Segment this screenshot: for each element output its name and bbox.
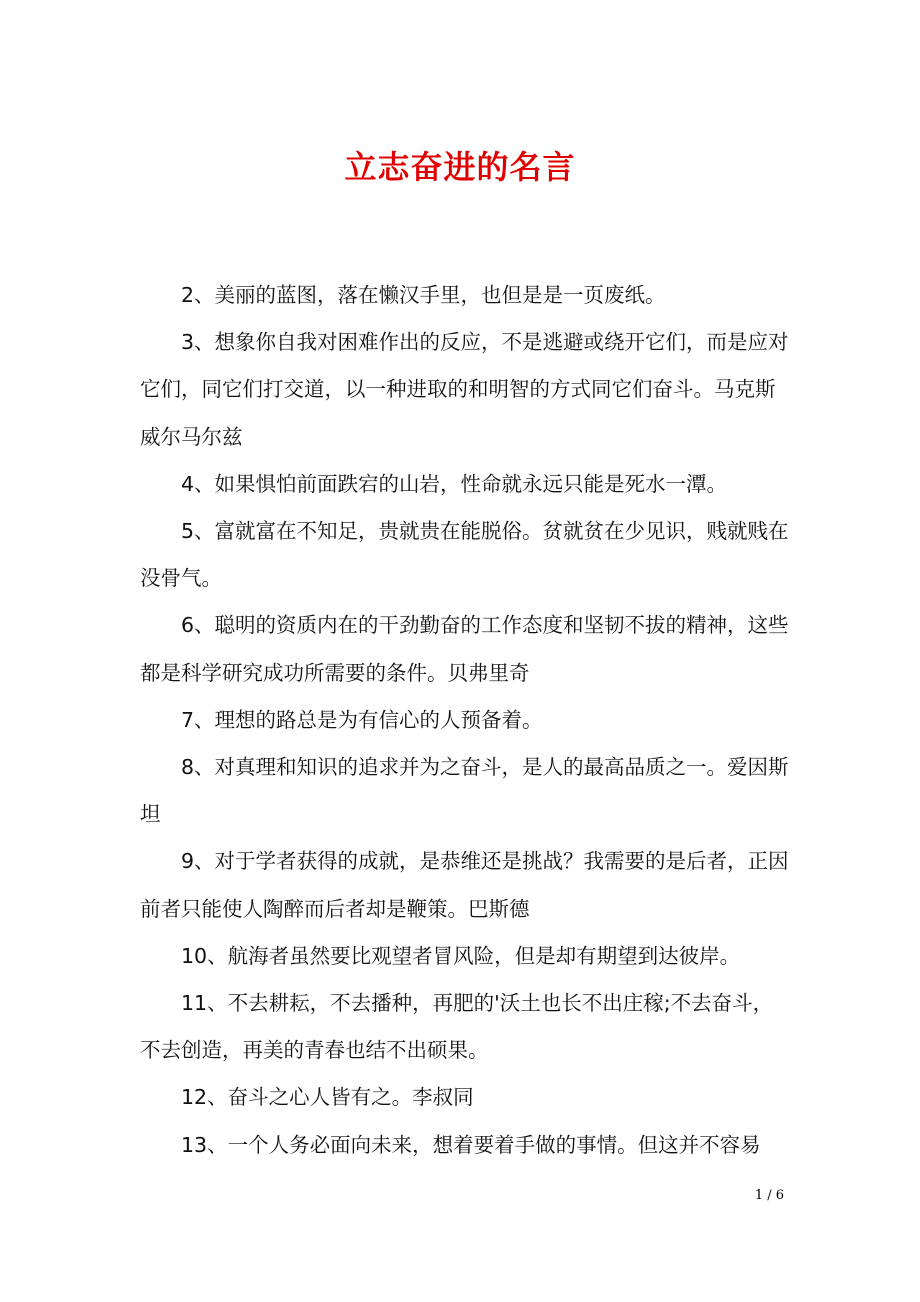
quote-paragraph-7: 7、理想的路总是为有信心的人预备着。	[181, 707, 543, 732]
quote-paragraph-12: 12、奋斗之心人皆有之。李叔同	[181, 1085, 474, 1110]
document-title: 立志奋进的名言	[344, 148, 576, 186]
quote-paragraph-3: 3、想象你自我对困难作出的反应，不是逃避或绕开它们，而是应对它们，同它们打交道，以一种进取的和明智的方式同它们奋斗。马克斯威尔马尔兹	[140, 330, 789, 449]
quote-paragraph-9: 9、对于学者获得的成就，是恭维还是挑战？我需要的是后者，正因前者只能使人陶醉而后者却是鞭策。巴斯德	[140, 849, 789, 921]
quote-paragraph-6: 6、聪明的资质内在的干劲勤奋的工作态度和坚韧不拔的精神，这些都是科学研究成功所需要的条件。贝弗里奇	[140, 613, 789, 685]
quote-paragraph-8: 8、对真理和知识的追求并为之奋斗，是人的最高品质之一。爱因斯坦	[140, 755, 789, 827]
quote-paragraph-11: 11、不去耕耘，不去播种，再肥的'沃土也长不出庄稼;不去奋斗，不去创造，再美的青春也结不出硕果。	[140, 991, 774, 1063]
page-number: 1 / 6	[754, 1188, 784, 1203]
quote-paragraph-10: 10、航海者虽然要比观望者冒风险，但是却有期望到达彼岸。	[181, 943, 741, 968]
quote-paragraph-4: 4、如果惧怕前面跌宕的山岩，性命就永远只能是死水一潭。	[181, 471, 728, 496]
quote-paragraph-13: 13、一个人务必面向未来，想着要着手做的事情。但这并不容易	[181, 1132, 761, 1157]
document-body	[140, 272, 792, 1169]
quote-paragraph-5: 5、富就富在不知足，贵就贵在能脱俗。贫就贫在少见识，贱就贱在没骨气。	[140, 519, 789, 591]
quote-paragraph-2: 2、美丽的蓝图，落在懒汉手里，也但是是一页废纸。	[181, 283, 666, 307]
